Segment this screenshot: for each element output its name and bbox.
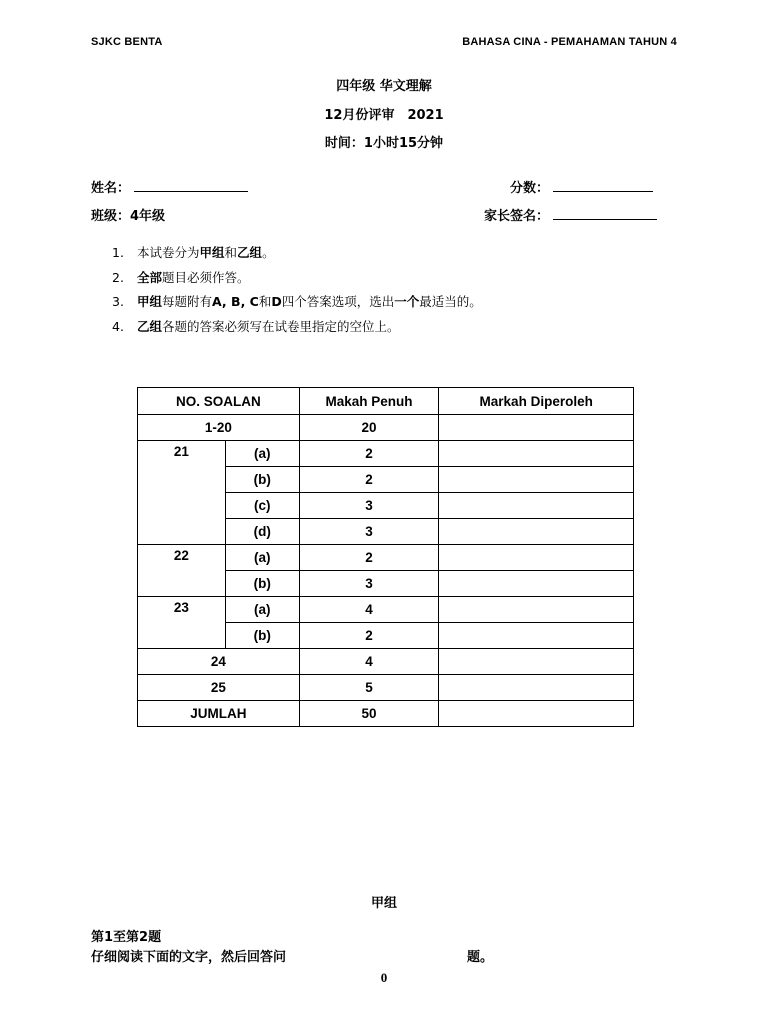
full-marks: 3 <box>299 571 439 597</box>
instruction-text: 每题附有 <box>162 294 213 309</box>
instruction-text: A, B, C <box>212 294 259 309</box>
sub-question: (a) <box>225 597 299 623</box>
sub-question: (b) <box>225 571 299 597</box>
marks-obtained-cell[interactable] <box>439 519 634 545</box>
full-marks: 3 <box>299 519 439 545</box>
question-prompt-end: 题。 <box>467 950 494 965</box>
full-marks: 3 <box>299 493 439 519</box>
header-marks-obtained: Markah Diperoleh <box>439 388 634 415</box>
full-marks: 4 <box>299 649 439 675</box>
class-field: 班级：4年级 <box>91 209 166 224</box>
instruction-item <box>112 243 482 268</box>
name-field <box>91 177 248 196</box>
marks-obtained-cell[interactable] <box>439 675 634 701</box>
sub-question: (a) <box>225 441 299 467</box>
instruction-number: 1. <box>112 245 124 260</box>
instruction-text: 甲组 <box>199 245 225 260</box>
marks-obtained-cell[interactable] <box>439 649 634 675</box>
question-prompt: 仔细阅读下面的文字，然后回答问 <box>91 950 287 965</box>
header-subject: BAHASA CINA - PEMAHAMAN TAHUN 4 <box>462 36 677 48</box>
instruction-item <box>112 292 482 317</box>
sub-question: (d) <box>225 519 299 545</box>
instruction-text: 各题的答案必须写在试卷里指定的空位上。 <box>162 318 400 334</box>
total-marks-obtained-cell[interactable] <box>439 701 634 727</box>
full-marks: 2 <box>299 545 439 571</box>
instruction-text: 和 <box>258 294 272 309</box>
table-row <box>138 545 634 571</box>
instruction-text: 本试卷分为 <box>137 245 200 260</box>
score-label: 分数： <box>510 181 550 196</box>
parent-signature-label: 家长签名： <box>484 209 550 224</box>
instruction-item <box>112 317 482 342</box>
name-blank[interactable] <box>134 179 248 192</box>
exam-title: 四年级 华文理解 <box>336 79 432 94</box>
instruction-text: 和 <box>224 245 238 260</box>
full-marks: 2 <box>299 467 439 493</box>
instruction-text: 全部 <box>137 269 163 285</box>
marks-obtained-cell[interactable] <box>439 623 634 649</box>
score-field <box>510 177 653 196</box>
instruction-text: 乙组 <box>137 318 163 334</box>
full-marks: 5 <box>299 675 439 701</box>
instruction-text: 乙组 <box>237 245 263 260</box>
header-full-marks: Makah Penuh <box>299 388 439 415</box>
header-school: SJKC BENTA <box>91 36 163 48</box>
page-number: 0 <box>380 970 388 985</box>
sub-question: (b) <box>225 467 299 493</box>
full-marks: 2 <box>299 441 439 467</box>
header-question-no: NO. SOALAN <box>138 388 300 415</box>
name-label: 姓名： <box>91 181 131 196</box>
exam-duration: 时间：1小时15分钟 <box>324 136 444 151</box>
instruction-number: 2. <box>112 269 124 285</box>
full-marks: 2 <box>299 623 439 649</box>
table-row <box>138 415 634 441</box>
marks-obtained-cell[interactable] <box>439 545 634 571</box>
question-no: 21 <box>138 441 226 545</box>
instruction-text: 四个答案选项，选出 <box>281 294 395 309</box>
marks-obtained-cell[interactable] <box>439 415 634 441</box>
exam-session: 12月份评审 2021 <box>324 108 444 123</box>
table-row <box>138 675 634 701</box>
score-blank[interactable] <box>553 179 653 192</box>
instruction-number: 4. <box>112 318 124 334</box>
question-no: 23 <box>138 597 226 649</box>
marks-obtained-cell[interactable] <box>439 493 634 519</box>
question-no: 1-20 <box>138 415 300 441</box>
marks-obtained-cell[interactable] <box>439 441 634 467</box>
question-no: 25 <box>138 675 300 701</box>
section-heading: 甲组 <box>370 896 397 911</box>
table-row <box>138 597 634 623</box>
total-label: JUMLAH <box>138 701 300 727</box>
instruction-text: 题目必须作答。 <box>162 269 250 285</box>
total-full-marks: 50 <box>299 701 439 727</box>
table-row <box>138 649 634 675</box>
instruction-text: 最适当的。 <box>419 294 482 309</box>
question-no: 22 <box>138 545 226 597</box>
instruction-text: 一个 <box>394 294 420 309</box>
parent-signature-blank[interactable] <box>553 207 657 220</box>
instructions-list <box>112 243 482 341</box>
instruction-number: 3. <box>112 294 124 309</box>
question-range: 第1至第2题 <box>91 930 162 945</box>
parent-signature-field <box>484 205 657 224</box>
instruction-text: 甲组 <box>137 294 163 309</box>
marks-obtained-cell[interactable] <box>439 467 634 493</box>
instruction-text: D <box>271 294 282 309</box>
question-no: 24 <box>138 649 300 675</box>
full-marks: 20 <box>299 415 439 441</box>
full-marks: 4 <box>299 597 439 623</box>
instruction-item <box>112 268 482 293</box>
marks-table <box>137 387 634 727</box>
table-row <box>138 441 634 467</box>
table-header-row <box>138 388 634 415</box>
sub-question: (b) <box>225 623 299 649</box>
sub-question: (a) <box>225 545 299 571</box>
marks-obtained-cell[interactable] <box>439 571 634 597</box>
instruction-text: 。 <box>262 245 275 260</box>
sub-question: (c) <box>225 493 299 519</box>
marks-obtained-cell[interactable] <box>439 597 634 623</box>
table-total-row <box>138 701 634 727</box>
